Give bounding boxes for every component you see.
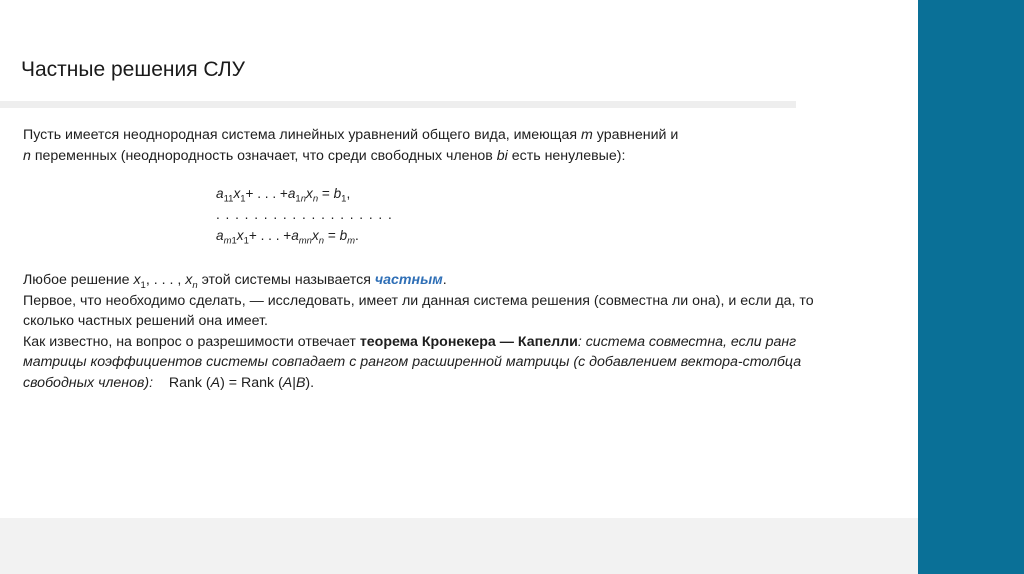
title-divider	[0, 101, 796, 108]
slide-title: Частные решения СЛУ	[21, 58, 246, 81]
body-line-1: Любое решение $x_1$, . . . , $x_n$ этой системы называется частным.	[23, 272, 447, 291]
body-line-4: Как известно, на вопрос о разрешимости отвечает теорема Кронекера — Капелли: система совместна, если ранг	[23, 333, 797, 350]
equation-first: $a_{11}x_1+$ . . . $+a_{1n}x_n = b_1$,	[216, 186, 351, 205]
body-line-6: свободных членов): Rank (A) = Rank (A|B).	[23, 374, 315, 391]
equation-last: $a_{m1}x_1+$ . . . $+a_{mn}x_n = b_m$.	[216, 228, 359, 247]
intro-line-1: Пусть имеется неоднородная система линейных уравнений общего вида, имеющая m уравнений и	[23, 127, 679, 143]
term-partial: частным	[374, 272, 443, 288]
theorem-name: теорема Кронекера — Капелли	[359, 333, 578, 350]
body-line-5: матрицы коэффициентов системы совпадает с рангом расширенной матрицы (с добавлением вектора-столбца	[23, 354, 802, 370]
body-line-2: Первое, что необходимо сделать, — исследовать, имеет ли данная система решения (совместна ли она), и если да, то	[23, 292, 814, 309]
side-accent-bar	[918, 0, 1024, 574]
intro-paragraph	[23, 125, 903, 166]
intro-line-2: n переменных (неоднородность означает, что среди свободных членов bi есть ненулевые):	[23, 147, 626, 164]
body-line-3: сколько частных решений она имеет.	[23, 313, 268, 329]
main-paragraph	[23, 270, 903, 393]
equation-ellipsis: . . . . . . . . . . . . . . . . . . .	[216, 207, 393, 222]
footer-band	[0, 518, 918, 574]
